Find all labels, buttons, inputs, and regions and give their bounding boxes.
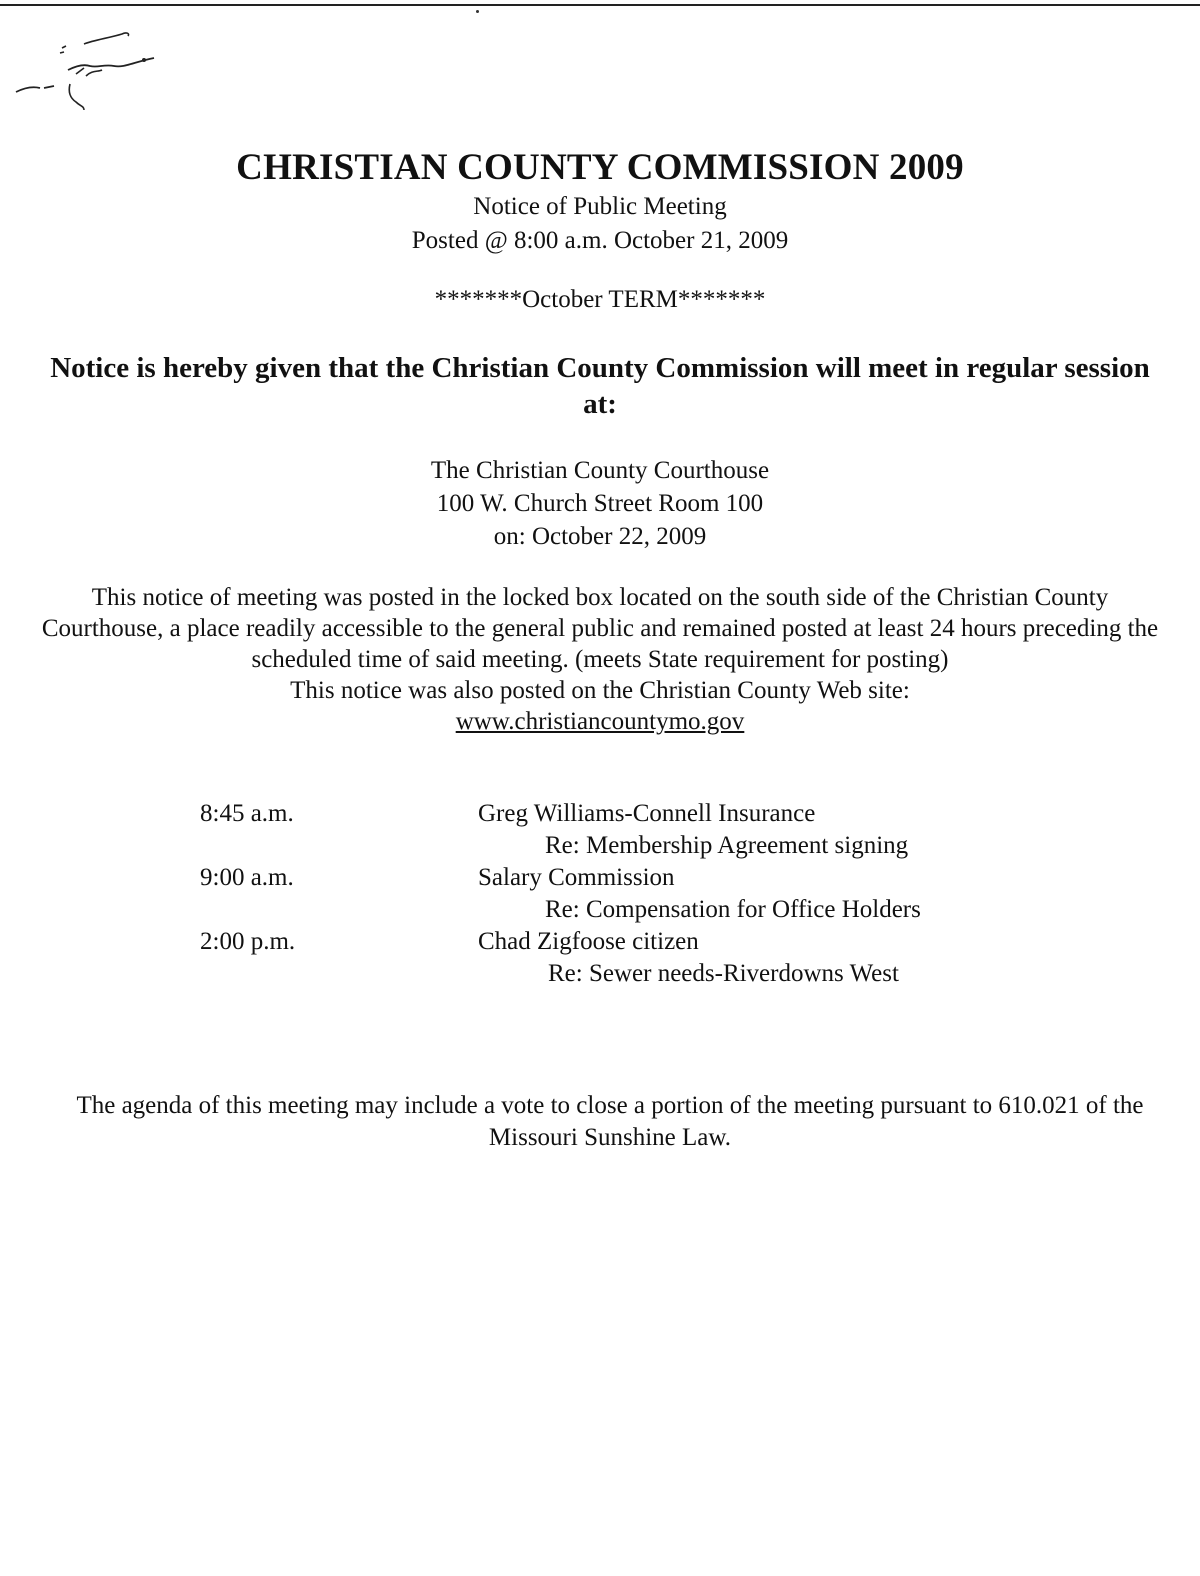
location-address: 100 W. Church Street Room 100 [436,490,764,517]
posting-text: This notice of meeting was posted in the locked box located on the south side of the Christian County Courthouse, a place readily accessible to the general public and remained posted at least 24 hours preceding the scheduled time of said meeting. (meets State requirement for posting) [41,584,1159,673]
schedule-presenter: Greg Williams-Connell Insurance [478,800,816,827]
schedule-time: 2:00 p.m. [200,928,296,955]
schedule-topic: Re: Membership Agreement signing [545,832,909,859]
schedule-presenter: Salary Commission [478,864,675,891]
schedule-presenter: Chad Zigfoose citizen [478,928,699,955]
notice-statement: Notice is hereby given that the Christian County Commission will meet in regular session at: [50,352,1150,420]
posting-statement [40,582,1160,737]
top-rule [0,4,1200,6]
schedule-time: 9:00 a.m. [200,864,294,891]
schedule-item [0,800,1200,864]
location-building: The Christian County Courthouse [430,457,770,484]
term-line: *******October TERM******* [434,286,766,313]
schedule-topic: Re: Sewer needs-Riverdowns West [548,960,899,987]
web-site-text: This notice was also posted on the Christian County Web site: [290,677,910,704]
meeting-location [0,454,1200,553]
scan-speck [476,10,479,13]
web-site-link[interactable]: www.christiancountymo.gov [455,708,745,735]
schedule-item [0,864,1200,928]
schedule-item [0,928,1200,992]
handwritten-mark [14,26,174,116]
notice-subtitle: Notice of Public Meeting [473,193,727,220]
notice-heading [0,190,1200,258]
document-title: CHRISTIAN COUNTY COMMISSION 2009 [236,147,964,188]
posted-line: Posted @ 8:00 a.m. October 21, 2009 [411,227,789,254]
agenda-notice: The agenda of this meeting may include a vote to close a portion of the meeting pursuant to 610.021 of the Missouri Sunshine Law. [76,1092,1144,1151]
schedule-time: 8:45 a.m. [200,800,294,827]
schedule-topic: Re: Compensation for Office Holders [545,896,921,923]
meeting-date: on: October 22, 2009 [493,523,707,550]
